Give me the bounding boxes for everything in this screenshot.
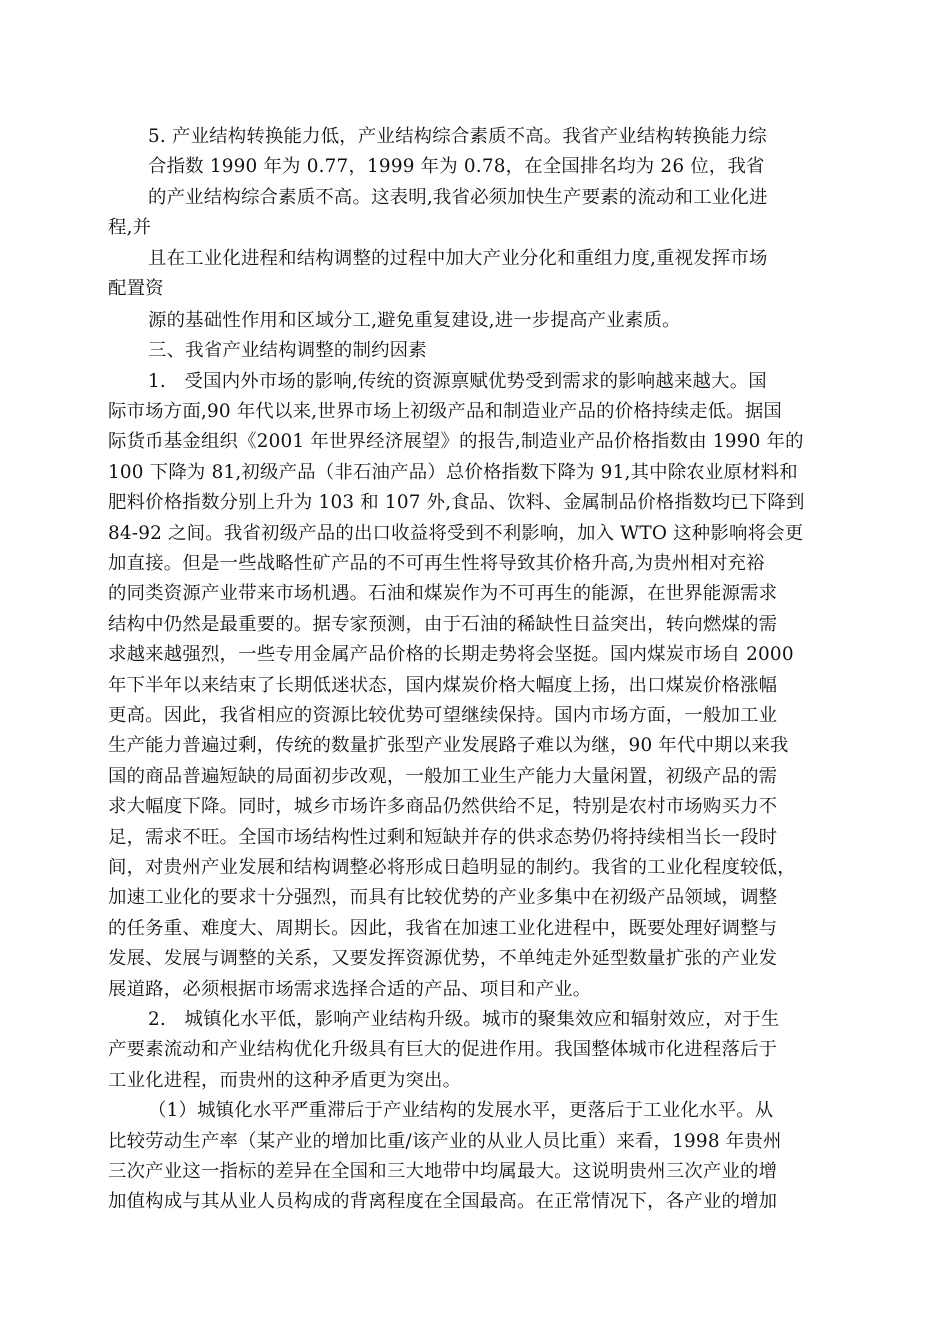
text-line: 1. 受国内外市场的影响,传统的资源禀赋优势受到需求的影响越来越大。国 xyxy=(148,371,767,392)
text-line: 加直接。但是一些战略性矿产品的不可再生性将导致其价格升高,为贵州相对充裕 xyxy=(108,553,765,574)
text-line: 配置资 xyxy=(108,278,164,299)
text-line: 84-92 之间。我省初级产品的出口收益将受到不利影响，加入 WTO 这种影响将会更 xyxy=(108,523,804,544)
text-line: （1）城镇化水平严重滞后于产业结构的发展水平，更落后于工业化水平。从 xyxy=(148,1100,774,1121)
text-line: 际市场方面,90 年代以来,世界市场上初级产品和制造业产品的价格持续走低。据国 xyxy=(108,401,783,422)
text-line: 的同类资源产业带来市场机遇。石油和煤炭作为不可再生的能源，在世界能源需求 xyxy=(108,583,778,604)
text-line: 加值构成与其从业人员构成的背离程度在全国最高。在正常情况下，各产业的增加 xyxy=(108,1191,778,1212)
text-line: 比较劳动生产率（某产业的增加比重/该产业的从业人员比重）来看，1998 年贵州 xyxy=(108,1131,782,1152)
text-line: 间，对贵州产业发展和结构调整必将形成日趋明显的制约。我省的工业化程度较低， xyxy=(108,857,796,878)
text-line: 更高。因此，我省相应的资源比较优势可望继续保持。国内市场方面，一般加工业 xyxy=(108,705,778,726)
text-line: 源的基础性作用和区域分工,避免重复建设,进一步提高产业素质。 xyxy=(148,310,681,331)
text-line: 加速工业化的要求十分强烈，而具有比较优势的产业多集中在初级产品领域，调整 xyxy=(108,887,778,908)
text-line: 结构中仍然是最重要的。据专家预测，由于石油的稀缺性日益突出，转向燃煤的需 xyxy=(108,614,778,635)
text-line: 足，需求不旺。全国市场结构性过剩和短缺并存的供求态势仍将持续相当长一段时 xyxy=(108,827,778,848)
text-line: 国的商品普遍短缺的局面初步改观，一般加工业生产能力大量闲置，初级产品的需 xyxy=(108,766,778,787)
text-line: 发展、发展与调整的关系，又要发挥资源优势，不单纯走外延型数量扩张的产业发 xyxy=(108,948,778,969)
text-line: 5. 产业结构转换能力低，产业结构综合素质不高。我省产业结构转换能力综 xyxy=(148,126,767,147)
text-line: 100 下降为 81,初级产品（非石油产品）总价格指数下降为 91,其中除农业原材料和 xyxy=(108,462,798,483)
text-line: 且在工业化进程和结构调整的过程中加大产业分化和重组力度,重视发挥市场 xyxy=(148,248,768,269)
text-line: 际货币基金组织《2001 年世界经济展望》的报告,制造业产品价格指数由 1990 年的 xyxy=(108,431,804,452)
text-line: 合指数 1990 年为 0.77，1999 年为 0.78，在全国排名均为 26 位，我省 xyxy=(148,156,765,177)
section-heading: 三、我省产业结构调整的制约因素 xyxy=(148,340,427,361)
text-line: 求大幅度下降。同时，城乡市场许多商品仍然供给不足，特别是农村市场购买力不 xyxy=(108,796,778,817)
text-line: 程,并 xyxy=(108,217,152,238)
text-line: 三次产业这一指标的差异在全国和三大地带中均属最大。这说明贵州三次产业的增 xyxy=(108,1161,778,1182)
text-line: 年下半年以来结束了长期低迷状态，国内煤炭价格大幅度上扬，出口煤炭价格涨幅 xyxy=(108,675,778,696)
text-line: 工业化进程，而贵州的这种矛盾更为突出。 xyxy=(108,1070,462,1091)
text-line: 产要素流动和产业结构优化升级具有巨大的促进作用。我国整体城市化进程落后于 xyxy=(108,1039,778,1060)
text-line: 展道路，必须根据市场需求选择合适的产品、项目和产业。 xyxy=(108,979,592,1000)
text-line: 生产能力普遍过剩，传统的数量扩张型产业发展路子难以为继，90 年代中期以来我 xyxy=(108,735,789,756)
text-line: 的任务重、难度大、周期长。因此，我省在加速工业化进程中，既要处理好调整与 xyxy=(108,918,778,939)
text-line: 2. 城镇化水平低，影响产业结构升级。城市的聚集效应和辐射效应，对于生 xyxy=(148,1009,780,1030)
text-line: 求越来越强烈，一些专用金属产品价格的长期走势将会坚挺。国内煤炭市场自 2000 xyxy=(108,644,794,665)
text-line: 肥料价格指数分别上升为 103 和 107 外,食品、饮料、金属制品价格指数均已下降到 xyxy=(108,492,805,513)
text-line: 的产业结构综合素质不高。这表明,我省必须加快生产要素的流动和工业化进 xyxy=(148,187,768,208)
